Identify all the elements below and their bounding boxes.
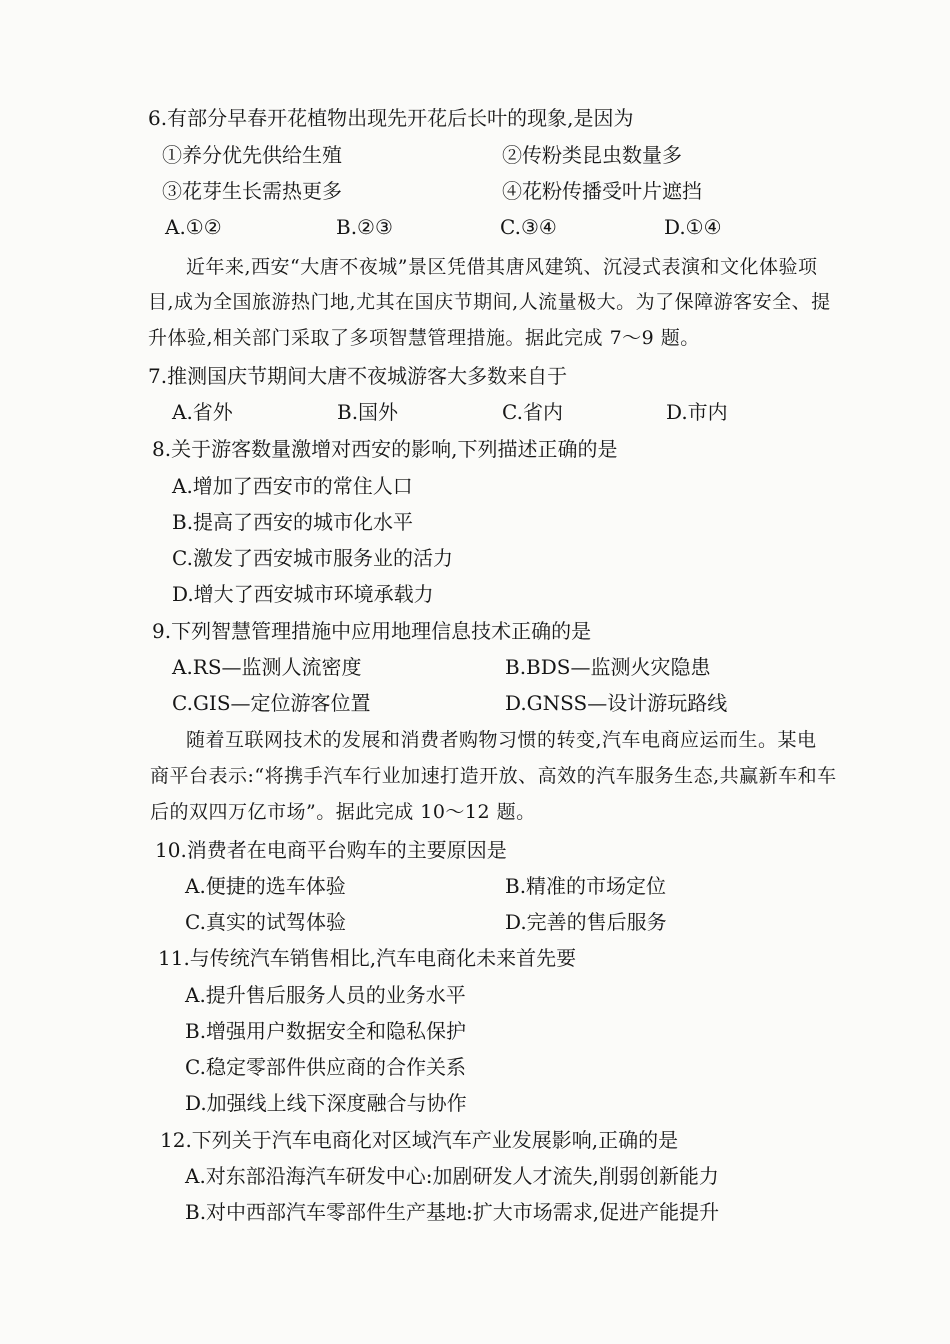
q6-item-3: ③花芽生长需热更多 xyxy=(162,179,342,203)
passage2-line-2: 商平台表示:“将携手汽车行业加速打造开放、高效的汽车服务生态,共赢新车和车 xyxy=(150,765,837,787)
q6-stem: 6.有部分早春开花植物出现先开花后长叶的现象,是因为 xyxy=(148,106,634,130)
passage2-line-3: 后的双四万亿市场”。据此完成 10～12 题。 xyxy=(150,801,536,823)
q9-option-b: B.BDS—监测火灾隐患 xyxy=(505,655,711,679)
q11-option-c: C.稳定零部件供应商的合作关系 xyxy=(185,1055,466,1079)
passage1-line-3: 升体验,相关部门采取了多项智慧管理措施。据此完成 7～9 题。 xyxy=(148,327,700,349)
q10-option-d: D.完善的售后服务 xyxy=(505,910,667,934)
q10-option-a: A.便捷的选车体验 xyxy=(185,874,346,898)
q9-option-d: D.GNSS—设计游玩路线 xyxy=(505,691,728,715)
passage1-line-2: 目,成为全国旅游热门地,尤其在国庆节期间,人流量极大。为了保障游客安全、提 xyxy=(148,291,831,313)
q8-stem: 8.关于游客数量激增对西安的影响,下列描述正确的是 xyxy=(152,437,618,461)
q6-item-1: ①养分优先供给生殖 xyxy=(162,143,342,167)
passage1-line-1: 近年来,西安“大唐不夜城”景区凭借其唐风建筑、沉浸式表演和文化体验项 xyxy=(186,256,818,278)
q12-option-a: A.对东部沿海汽车研发中心:加剧研发人才流失,削弱创新能力 xyxy=(185,1164,719,1188)
q12-option-b: B.对中西部汽车零部件生产基地:扩大市场需求,促进产能提升 xyxy=(185,1200,720,1224)
q11-option-b: B.增强用户数据安全和隐私保护 xyxy=(185,1019,467,1043)
q7-option-a: A.省外 xyxy=(172,400,233,424)
q9-option-a: A.RS—监测人流密度 xyxy=(172,655,362,679)
q12-stem: 12.下列关于汽车电商化对区域汽车产业发展影响,正确的是 xyxy=(160,1128,679,1152)
q8-option-a: A.增加了西安市的常住人口 xyxy=(172,474,413,498)
q6-item-4: ④花粉传播受叶片遮挡 xyxy=(502,179,702,203)
q7-option-b: B.国外 xyxy=(337,400,399,424)
q7-option-c: C.省内 xyxy=(502,400,563,424)
q9-stem: 9.下列智慧管理措施中应用地理信息技术正确的是 xyxy=(152,619,592,643)
q11-option-a: A.提升售后服务人员的业务水平 xyxy=(185,983,466,1007)
q11-stem: 11.与传统汽车销售相比,汽车电商化未来首先要 xyxy=(158,946,577,970)
q6-option-a: A.①② xyxy=(165,215,222,239)
q11-option-d: D.加强线上线下深度融合与协作 xyxy=(185,1091,467,1115)
q6-option-d: D.①④ xyxy=(664,215,722,239)
q6-option-b: B.②③ xyxy=(336,215,393,239)
q7-stem: 7.推测国庆节期间大唐不夜城游客大多数来自于 xyxy=(148,364,568,388)
q8-option-d: D.增大了西安城市环境承载力 xyxy=(172,582,434,606)
q7-option-d: D.市内 xyxy=(666,400,728,424)
q10-option-b: B.精准的市场定位 xyxy=(505,874,667,898)
q6-option-c: C.③④ xyxy=(500,215,557,239)
q8-option-c: C.激发了西安城市服务业的活力 xyxy=(172,546,453,570)
q6-item-2: ②传粉类昆虫数量多 xyxy=(502,143,682,167)
passage2-line-1: 随着互联网技术的发展和消费者购物习惯的转变,汽车电商应运而生。某电 xyxy=(186,729,817,751)
q10-option-c: C.真实的试驾体验 xyxy=(185,910,346,934)
q10-stem: 10.消费者在电商平台购车的主要原因是 xyxy=(155,838,507,862)
q8-option-b: B.提高了西安的城市化水平 xyxy=(172,510,414,534)
q9-option-c: C.GIS—定位游客位置 xyxy=(172,691,371,715)
